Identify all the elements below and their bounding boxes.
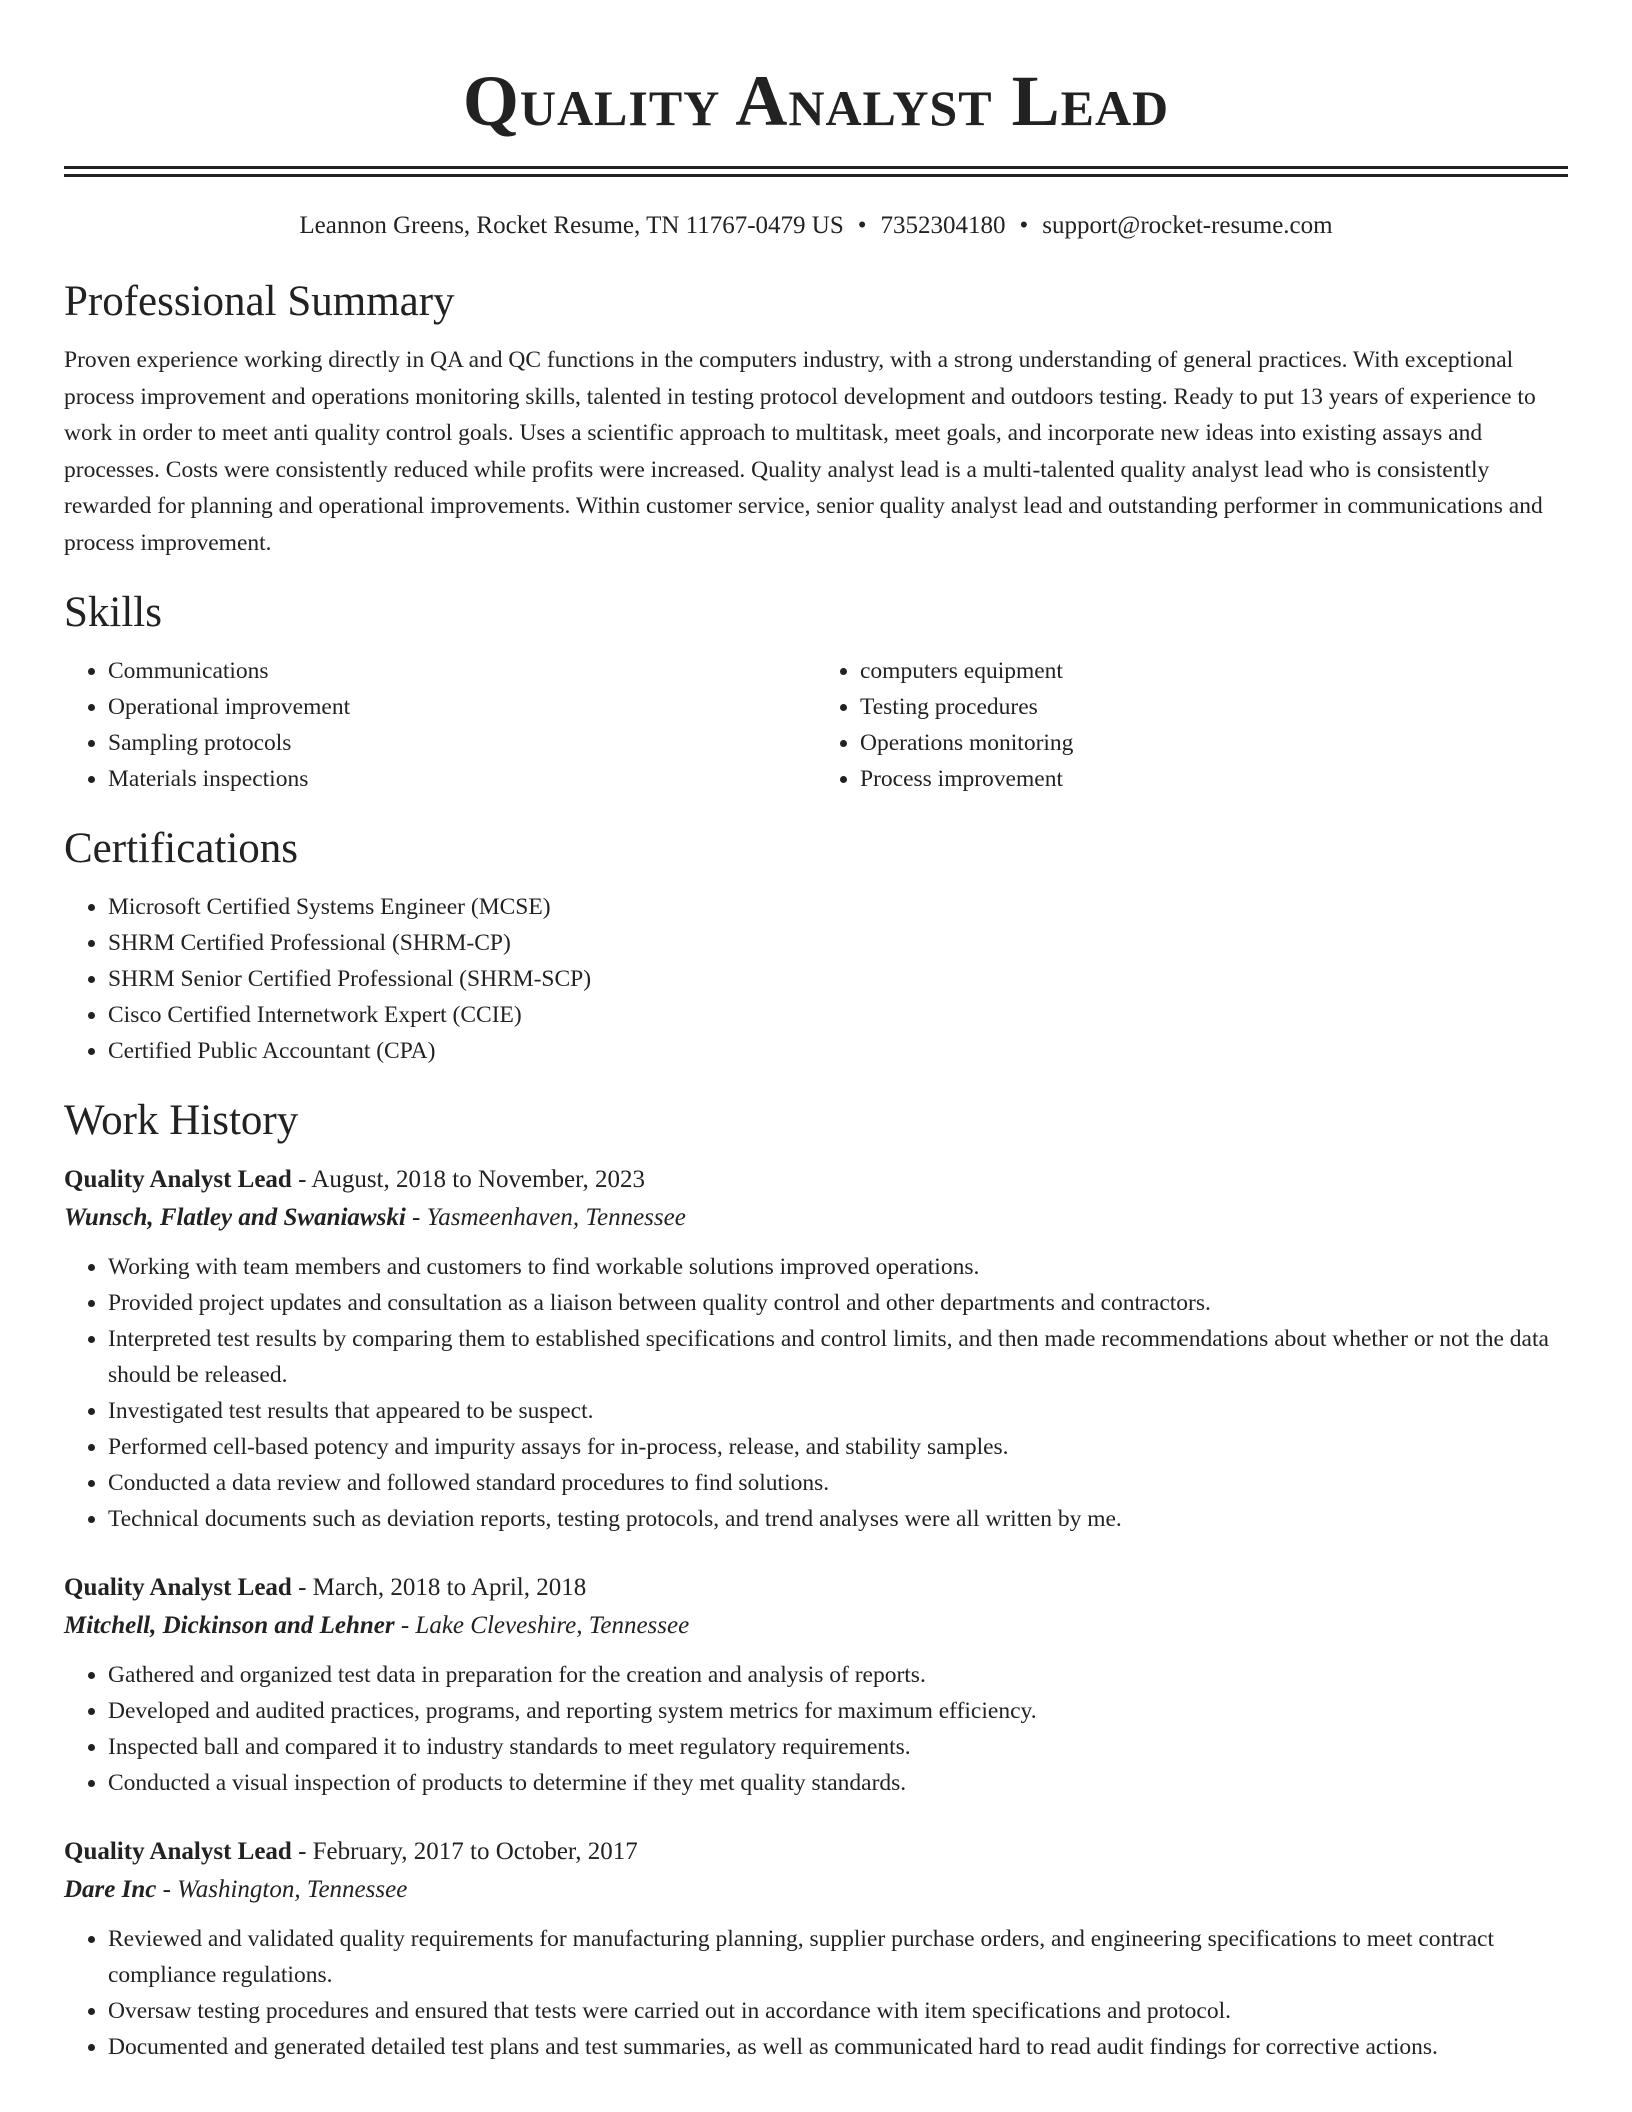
skills-left-list [64,653,816,797]
job-location: - Yasmeenhaven, Tennessee [405,1204,686,1231]
job-bullet: • Technical documents such as deviation reports, testing protocols, and trend analyses were all written by me. [108,1501,1568,1537]
job-company: Dare Inc [64,1876,157,1903]
job-entry [64,1569,1568,1801]
job-bullet: • Reviewed and validated quality requirements for manufacturing planning, supplier purchase orders, and engineering specifications to meet contract compliance regulations. [108,1921,1568,1993]
certification-item: • Microsoft Certified Systems Engineer (MCSE) [108,889,1568,925]
skills-columns [64,653,1568,797]
contact-separator: • [1019,212,1029,239]
job-dates: - March, 2018 to April, 2018 [291,1574,587,1601]
job-bullet: • Performed cell-based potency and impurity assays for in-process, release, and stability samples. [108,1429,1568,1465]
job-bullet: • Documented and generated detailed test plans and test summaries, as well as communicated hard to read audit findings for corrective actions. [108,2029,1568,2065]
work-history-heading: Work History [64,1097,299,1144]
job-bullet: • Conducted a data review and followed standard procedures to find solutions. [108,1465,1568,1501]
contact-line [64,210,1568,242]
contact-address: Leannon Greens, Rocket Resume, TN 11767-0479 US [299,212,844,239]
job-bullets [64,1921,1568,2065]
certification-item: • Certified Public Accountant (CPA) [108,1033,1568,1069]
job-entry [64,1833,1568,2065]
header-rule-thick [64,166,1568,169]
job-title: Quality Analyst Lead [64,1574,292,1601]
job-bullet: • Working with team members and customers to find workable solutions improved operations. [108,1249,1568,1285]
job-bullet: • Interpreted test results by comparing them to established specifications and control limits, and then made recommendations about whether or not the data should be released. [108,1321,1568,1393]
skills-right-list [816,653,1568,797]
skills-heading: Skills [64,589,162,636]
skill-item: • computers equipment [860,653,1568,689]
job-title-line [64,1161,1568,1199]
skill-item: • Sampling protocols [108,725,816,761]
summary-text: Proven experience working directly in QA and QC functions in the computers industry, with a strong understanding of general practices. With exceptional process improvement and operations monitoring skills, talented in testing protocol development and outdoors testing. Ready to put 13 years of experience to work in order to meet anti quality control goals. Uses a scientific approach to multitask, meet goals, and incorporate new ideas into existing assays and processes. Costs were consistently reduced while profits were increased. Quality analyst lead is a multi-talented quality analyst lead who is consistently rewarded for planning and operational improvements. Within customer service, senior quality analyst lead and outstanding performer in communications and process improvement. [64,347,1543,556]
job-bullet: • Investigated test results that appeared to be suspect. [108,1393,1568,1429]
job-company-line [64,1607,1568,1645]
resume-name: Quality Analyst Lead [462,61,1170,141]
job-bullet: • Gathered and organized test data in preparation for the creation and analysis of reports. [108,1657,1568,1693]
job-entry [64,1161,1568,1537]
job-bullet: • Conducted a visual inspection of products to determine if they met quality standards. [108,1765,1568,1801]
job-company-line [64,1199,1568,1237]
job-title: Quality Analyst Lead [64,1166,292,1193]
job-bullet: • Developed and audited practices, programs, and reporting system metrics for maximum efficiency. [108,1693,1568,1729]
job-title-line [64,1833,1568,1871]
job-dates: - February, 2017 to October, 2017 [291,1838,638,1865]
certifications-heading: Certifications [64,825,299,872]
skill-item: • Communications [108,653,816,689]
skill-item: • Testing procedures [860,689,1568,725]
job-bullet: • Provided project updates and consultation as a liaison between quality control and other departments and contractors. [108,1285,1568,1321]
job-bullet: • Inspected ball and compared it to industry standards to meet regulatory requirements. [108,1729,1568,1765]
certification-item: • Cisco Certified Internetwork Expert (CCIE) [108,997,1568,1033]
contact-separator: • [857,212,867,239]
skill-item: • Process improvement [860,761,1568,797]
job-location: - Lake Cleveshire, Tennessee [394,1612,690,1639]
job-company: Wunsch, Flatley and Swaniawski [64,1204,406,1231]
certifications-list [64,889,1568,1069]
job-location: - Washington, Tennessee [156,1876,408,1903]
skill-item: • Operational improvement [108,689,816,725]
header-rule-thin [64,174,1568,177]
job-bullet: • Oversaw testing procedures and ensured that tests were carried out in accordance with item specifications and protocol. [108,1993,1568,2029]
certification-item: • SHRM Certified Professional (SHRM-CP) [108,925,1568,961]
job-title: Quality Analyst Lead [64,1838,292,1865]
job-company: Mitchell, Dickinson and Lehner [64,1612,395,1639]
job-company-line [64,1871,1568,1909]
skill-item: • Operations monitoring [860,725,1568,761]
resume-page [64,0,1568,2065]
skill-item: • Materials inspections [108,761,816,797]
job-bullets [64,1657,1568,1801]
summary-heading: Professional Summary [64,278,455,325]
certification-item: • SHRM Senior Certified Professional (SHRM-SCP) [108,961,1568,997]
job-bullets [64,1249,1568,1537]
job-title-line [64,1569,1568,1607]
contact-email: support@rocket-resume.com [1042,212,1333,239]
job-dates: - August, 2018 to November, 2023 [291,1166,645,1193]
contact-phone: 7352304180 [880,212,1006,239]
